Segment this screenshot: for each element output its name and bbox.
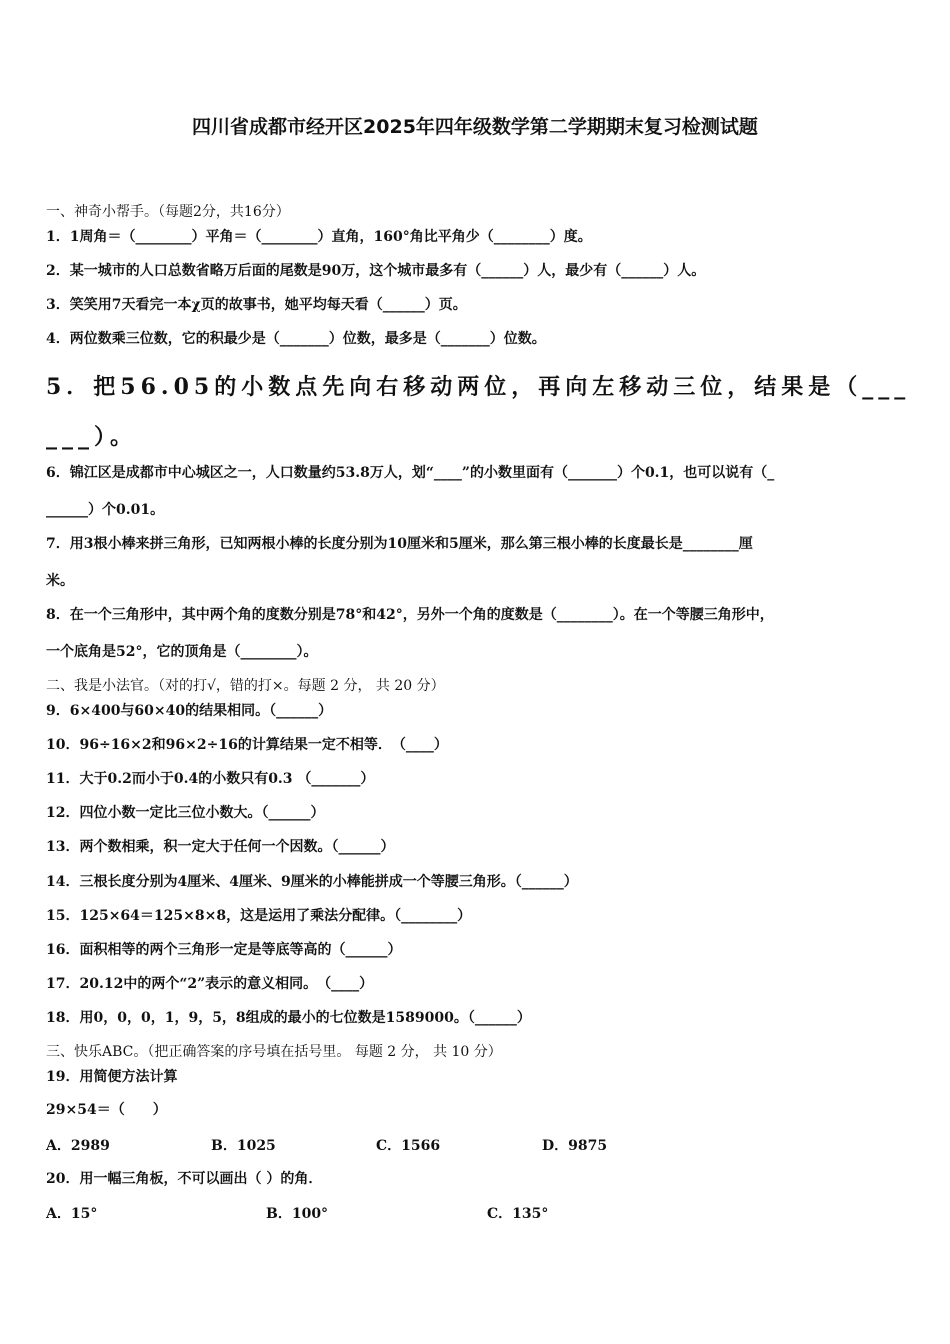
question-3: 3．笑笑用7天看完一本χ页的故事书，她平均每天看（______）页。 xyxy=(46,297,467,313)
choice-c: C．1566 xyxy=(376,1138,441,1154)
question-7-continued: 米。 xyxy=(46,573,74,589)
question-2: 2．某一城市的人口总数省略万后面的尾数是90万，这个城市最多有（______）人，最少有（______）人。 xyxy=(46,263,706,279)
question-10: 10．96÷16×2和96×2÷16的计算结果一定不相等． （____） xyxy=(46,737,448,753)
choice-b: B．100° xyxy=(266,1206,329,1222)
question-20: 20．用一幅三角板，不可以画出（ ）的角． xyxy=(46,1171,323,1187)
page-title: 四川省成都市经开区2025年四年级数学第二学期期末复习检测试题 xyxy=(192,116,758,138)
question-9: 9．6×400与60×40的结果相同。（______） xyxy=(46,703,333,719)
question-8: 8．在一个三角形中，其中两个角的度数分别是78°和42°，另外一个角的度数是（________）。在一个等腰三角形中， xyxy=(46,607,774,623)
choice-a: A．15° xyxy=(46,1206,98,1222)
question-5-continued: ___）。 xyxy=(46,424,138,450)
section-1-heading: 一、神奇小帮手。（每题2分，共16分） xyxy=(46,204,290,220)
question-19: 19．用简便方法计算 xyxy=(46,1069,178,1085)
question-12: 12．四位小数一定比三位小数大。（______） xyxy=(46,805,325,821)
question-8-continued: 一个底角是52°，它的顶角是（________）。 xyxy=(46,644,318,660)
question-17: 17．20.12中的两个“2”表示的意义相同。 （____） xyxy=(46,976,374,992)
choice-a: A．2989 xyxy=(46,1138,110,1154)
question-6: 6．锦江区是成都市中心城区之一，人口数量约53.8万人，划“____”的小数里面有（_______）个0.1，也可以说有（_ xyxy=(46,465,775,481)
question-13: 13．两个数相乘，积一定大于任何一个因数。（______） xyxy=(46,839,395,855)
question-1: 1．1周角＝（________）平角＝（________）直角，160°角比平角少（________）度。 xyxy=(46,229,592,245)
question-7: 7．用3根小棒来拼三角形，已知两根小棒的长度分别为10厘米和5厘米，那么第三根小棒的长度最长是________厘 xyxy=(46,536,753,552)
question-6-continued: ______）个0.01。 xyxy=(46,502,165,518)
question-18: 18．用0，0，0，1，9，5，8组成的最小的七位数是1589000。（______） xyxy=(46,1010,531,1026)
choice-c: C．135° xyxy=(487,1206,549,1222)
question-11: 11．大于0.2而小于0.4的小数只有0.3 （_______） xyxy=(46,771,375,787)
question-5: 5．把56.05的小数点先向右移动两位，再向左移动三位，结果是（___ xyxy=(46,374,911,400)
question-16: 16．面积相等的两个三角形一定是等底等高的（______） xyxy=(46,942,402,958)
choice-b: B．1025 xyxy=(211,1138,276,1154)
question-15: 15．125×64＝125×8×8，这是运用了乘法分配律。（________） xyxy=(46,908,472,924)
question-14: 14．三根长度分别为4厘米、4厘米、9厘米的小棒能拼成一个等腰三角形。（______） xyxy=(46,874,578,890)
question-19-expression: 29×54＝（ ） xyxy=(46,1102,167,1118)
section-3-heading: 三、快乐ABC。（把正确答案的序号填在括号里。 每题 2 分， 共 10 分） xyxy=(46,1044,502,1060)
question-4: 4．两位数乘三位数，它的积最少是（_______）位数，最多是（_______）位数。 xyxy=(46,331,546,347)
section-2-heading: 二、我是小法官。（对的打√，错的打×。每题 2 分， 共 20 分） xyxy=(46,678,445,694)
choice-d: D．9875 xyxy=(542,1138,608,1154)
